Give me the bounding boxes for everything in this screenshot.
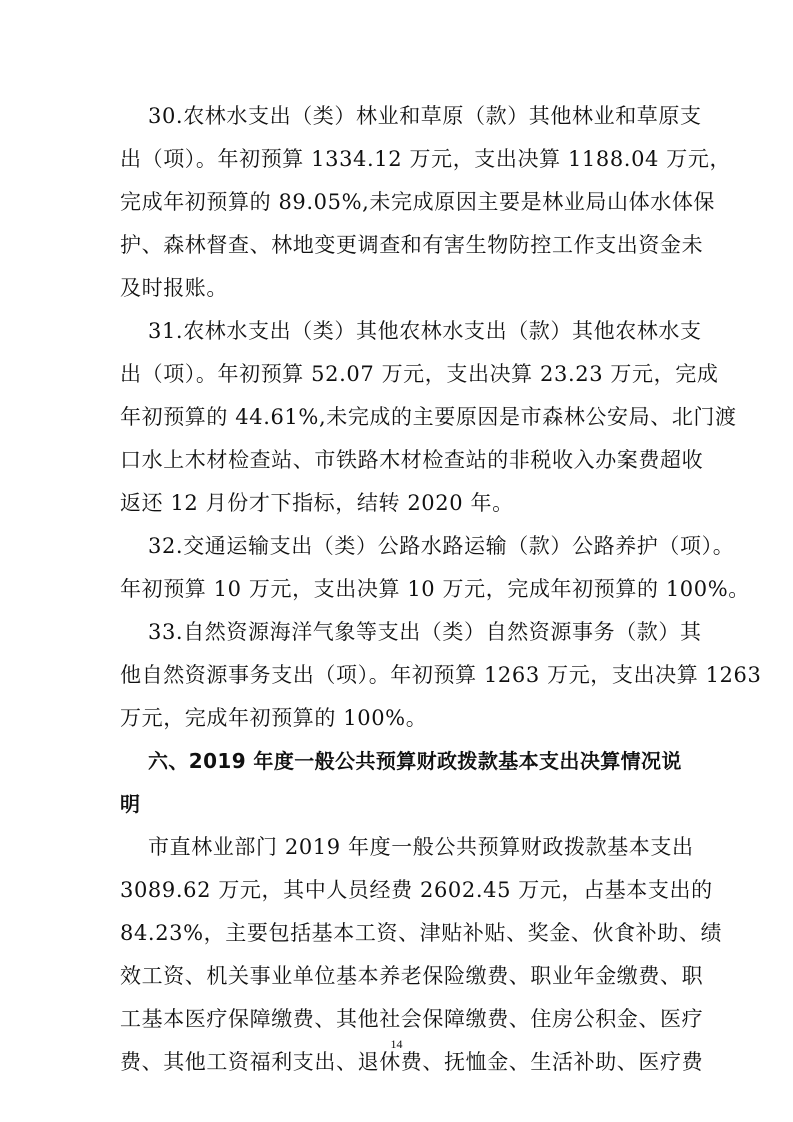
final-paragraph-line-1: 市直林业部门 2019 年度一般公共预算财政拨款基本支出 bbox=[148, 835, 694, 859]
paragraph-30-line-5: 及时报账。 bbox=[120, 276, 228, 300]
final-paragraph-line-6: 费、其他工资福利支出、退休费、抚恤金、生活补助、医疗费 bbox=[120, 1050, 704, 1074]
final-paragraph-line-4: 效工资、机关事业单位基本养老保险缴费、职业年金缴费、职 bbox=[120, 964, 704, 988]
paragraph-31-line-5: 返还 12 月份才下指标，结转 2020 年。 bbox=[120, 491, 514, 515]
paragraph-31-line-1: 31.农林水支出（类）其他农林水支出（款）其他农林水支 bbox=[148, 319, 702, 343]
section-heading-line-2: 明 bbox=[120, 792, 141, 816]
paragraph-30-line-3: 完成年初预算的 89.05%,未完成原因主要是林业局山体水体保 bbox=[120, 190, 716, 214]
paragraph-31-line-3: 年初预算的 44.61%,未完成的主要原因是市森林公安局、北门渡 bbox=[120, 405, 737, 429]
section-heading-line-1: 六、2019 年度一般公共预算财政拨款基本支出决算情况说 bbox=[148, 749, 682, 773]
paragraph-31-line-4: 口水上木材检查站、市铁路木材检查站的非税收入办案费超收 bbox=[120, 448, 704, 472]
paragraph-30-line-2: 出（项）。年初预算 1334.12 万元，支出决算 1188.04 万元， bbox=[120, 147, 732, 171]
paragraph-33-line-1: 33.自然资源海洋气象等支出（类）自然资源事务（款）其 bbox=[148, 620, 702, 644]
paragraph-33-line-2: 他自然资源事务支出（项）。年初预算 1263 万元，支出决算 1263 bbox=[120, 663, 762, 687]
paragraph-32-line-1: 32.交通运输支出（类）公路水路运输（款）公路养护（项）。 bbox=[148, 534, 735, 558]
final-paragraph-line-3: 84.23%，主要包括基本工资、津贴补贴、奖金、伙食补助、绩 bbox=[120, 921, 723, 945]
paragraph-30-line-4: 护、森林督查、林地变更调查和有害生物防控工作支出资金未 bbox=[120, 233, 704, 257]
paragraph-31-line-2: 出（项）。年初预算 52.07 万元，支出决算 23.23 万元，完成 bbox=[120, 362, 719, 386]
paragraph-32-line-2: 年初预算 10 万元，支出决算 10 万元，完成年初预算的 100%。 bbox=[120, 577, 750, 601]
paragraph-30-line-1: 30.农林水支出（类）林业和草原（款）其他林业和草原支 bbox=[148, 104, 702, 128]
final-paragraph-line-5: 工基本医疗保障缴费、其他社会保障缴费、住房公积金、医疗 bbox=[120, 1007, 704, 1031]
page-number: 14 bbox=[390, 1037, 403, 1051]
final-paragraph-line-2: 3089.62 万元，其中人员经费 2602.45 万元，占基本支出的 bbox=[120, 878, 713, 902]
paragraph-33-line-3: 万元，完成年初预算的 100%。 bbox=[120, 706, 428, 730]
